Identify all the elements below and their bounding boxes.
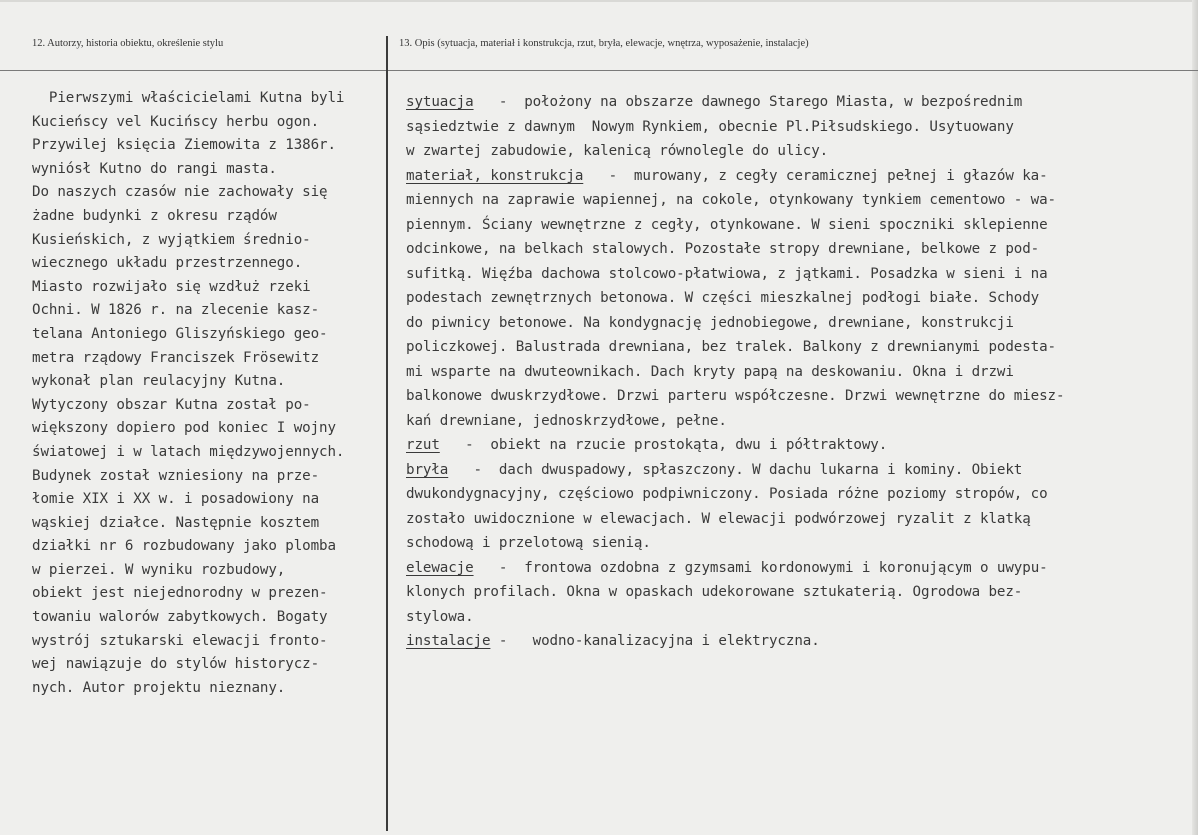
- description-line: [406, 531, 1194, 556]
- description-text: - wodno-kanalizacyjna i elektryczna.: [490, 633, 820, 649]
- history-line: wej nawiązuje do stylów historycz-: [32, 656, 320, 673]
- history-line: Kusieńskich, z wyjątkiem średnio-: [32, 231, 311, 248]
- history-line: wąskiej działce. Następnie kosztem: [32, 514, 320, 531]
- description-text-column: [406, 90, 1194, 654]
- history-line: Do naszych czasów nie zachowały się: [32, 184, 328, 201]
- description-line: [406, 384, 1194, 409]
- description-text: mi wsparte na dwuteownikach. Dach kryty papą na deskowaniu. Okna i drzwi: [406, 363, 1014, 380]
- history-line: towaniu walorów zabytkowych. Bogaty: [32, 609, 328, 626]
- history-line: nych. Autor projektu nieznany.: [32, 679, 286, 696]
- section-term: materiał, konstrukcja: [406, 167, 584, 184]
- history-line: światowej i w latach międzywojennych.: [32, 443, 345, 460]
- description-line: [406, 115, 1194, 140]
- description-text: miennych na zaprawie wapiennej, na cokole, otynkowany tynkiem cementowo - wa-: [406, 192, 1057, 208]
- description-text: policzkowej. Balustrada drewniana, bez tralek. Balkony z drewnianymi podesta-: [406, 339, 1057, 355]
- description-line: [406, 213, 1194, 238]
- description-line: [406, 188, 1194, 213]
- description-line: [406, 286, 1194, 311]
- description-line: [406, 433, 1194, 458]
- history-line: wyniósł Kutno do rangi masta.: [32, 160, 277, 177]
- description-line: [406, 507, 1194, 532]
- section-term: elewacje: [406, 559, 474, 576]
- history-line: Pierwszymi właścicielami Kutna byli: [32, 90, 345, 106]
- description-line: [406, 139, 1194, 164]
- description-text: - frontowa ozdobna z gzymsami kordonowymi i koronującym o uwypu-: [473, 559, 1048, 576]
- history-line: Wytyczony obszar Kutna został po-: [32, 396, 311, 413]
- history-text-column: [32, 87, 384, 700]
- history-line: większony dopiero pod koniec I wojny: [32, 420, 336, 437]
- description-line: [406, 237, 1194, 262]
- history-line: łomie XIX i XX w. i posadowiony na: [32, 491, 320, 508]
- description-text: - dach dwuspadowy, spłaszczony. W dachu lukarna i kominy. Obiekt: [448, 461, 1023, 478]
- history-line: w pierzei. W wyniku rozbudowy,: [32, 561, 286, 578]
- description-text: do piwnicy betonowe. Na kondygnację jednobiegowe, drewniane, konstrukcji: [406, 314, 1014, 331]
- description-line: [406, 311, 1194, 336]
- description-text: dwukondygnacyjny, częściowo podpiwniczony. Posiada różne poziomy stropów, co: [406, 486, 1048, 502]
- description-text: schodową i przelotową sienią.: [406, 535, 651, 551]
- description-line: [406, 335, 1194, 360]
- history-line: Kucieńscy vel Kucińscy herbu ogon.: [32, 113, 320, 130]
- description-text: balkonowe dwuskrzydłowe. Drzwi parteru współczesne. Drzwi wewnętrzne do miesz-: [406, 388, 1065, 404]
- description-line: [406, 458, 1194, 483]
- history-line: metra rządowy Franciszek Frösewitz: [32, 349, 320, 366]
- description-line: [406, 360, 1194, 385]
- description-text: odcinkowe, na belkach stalowych. Pozostałe stropy drewniane, belkowe z pod-: [406, 241, 1040, 257]
- description-text: sąsiedztwie z dawnym Nowym Rynkiem, obecnie Pl.Piłsudskiego. Usytuowany: [406, 118, 1014, 135]
- description-text: - obiekt na rzucie prostokąta, dwu i półtraktowy.: [439, 437, 888, 453]
- description-text: - murowany, z cegły ceramicznej pełnej i głazów ka-: [583, 167, 1048, 184]
- description-line: [406, 90, 1194, 115]
- description-text: piennym. Ściany wewnętrzne z cegły, otynkowane. W sieni spoczniki sklepienne: [406, 216, 1048, 233]
- history-line: Ochni. W 1826 r. na zlecenie kasz-: [32, 302, 320, 319]
- description-line: [406, 262, 1194, 287]
- section-term: instalacje: [406, 633, 491, 649]
- history-line: działki nr 6 rozbudowany jako plomba: [32, 538, 336, 555]
- history-line: wystrój sztukarski elewacji fronto-: [32, 632, 328, 649]
- description-line: [406, 482, 1194, 507]
- section-term: rzut: [406, 437, 440, 453]
- history-line: wiecznego układu przestrzennego.: [32, 255, 303, 272]
- description-line: [406, 409, 1194, 434]
- description-text: podestach zewnętrznych betonowa. W części mieszkalnej podłogi białe. Schody: [406, 290, 1040, 306]
- description-text: stylowa.: [406, 608, 474, 625]
- history-line: telana Antoniego Gliszyńskiego geo-: [32, 325, 328, 342]
- description-text: - położony na obszarze dawnego Starego Miasta, w bezpośrednim: [473, 94, 1023, 110]
- description-text: kań drewniane, jednoskrzydłowe, pełne.: [406, 412, 727, 429]
- description-text: zostało uwidocznione w elewacjach. W elewacji podwórzowej ryzalit z klatką: [406, 510, 1031, 527]
- description-text: w zwartej zabudowie, kalenicą równolegle do ulicy.: [406, 143, 829, 159]
- description-line: [406, 556, 1194, 581]
- history-line: wykonał plan reulacyjny Kutna.: [32, 373, 286, 390]
- history-line: obiekt jest niejednorodny w prezen-: [32, 585, 328, 602]
- history-line: Budynek został wzniesiony na prze-: [32, 467, 320, 484]
- form-header: [0, 0, 1198, 71]
- description-text: klonych profilach. Okna w opaskach udekorowane sztukaterią. Ogrodowa bez-: [406, 584, 1023, 600]
- section-term: sytuacja: [406, 94, 474, 110]
- history-line: żadne budynki z okresu rządów: [32, 207, 277, 224]
- section-term: bryła: [406, 461, 449, 478]
- section-12-heading: 12. Autorzy, historia obiektu, określenie stylu: [32, 38, 224, 49]
- history-line: Przywilej księcia Ziemowita z 1386r.: [32, 137, 336, 154]
- description-line: [406, 629, 1194, 654]
- description-line: [406, 605, 1194, 630]
- description-line: [406, 164, 1194, 189]
- description-line: [406, 580, 1194, 605]
- description-text: sufitką. Więźba dachowa stolcowo-płatwiowa, z jątkami. Posadzka w sieni i na: [406, 265, 1048, 282]
- column-divider: [386, 36, 388, 831]
- history-line: Miasto rozwijało się wzdłuż rzeki: [32, 278, 311, 295]
- section-13-heading: 13. Opis (sytuacja, materiał i konstrukcja, rzut, bryła, elewacje, wnętrza, wyposażenie, instalacje): [399, 38, 809, 49]
